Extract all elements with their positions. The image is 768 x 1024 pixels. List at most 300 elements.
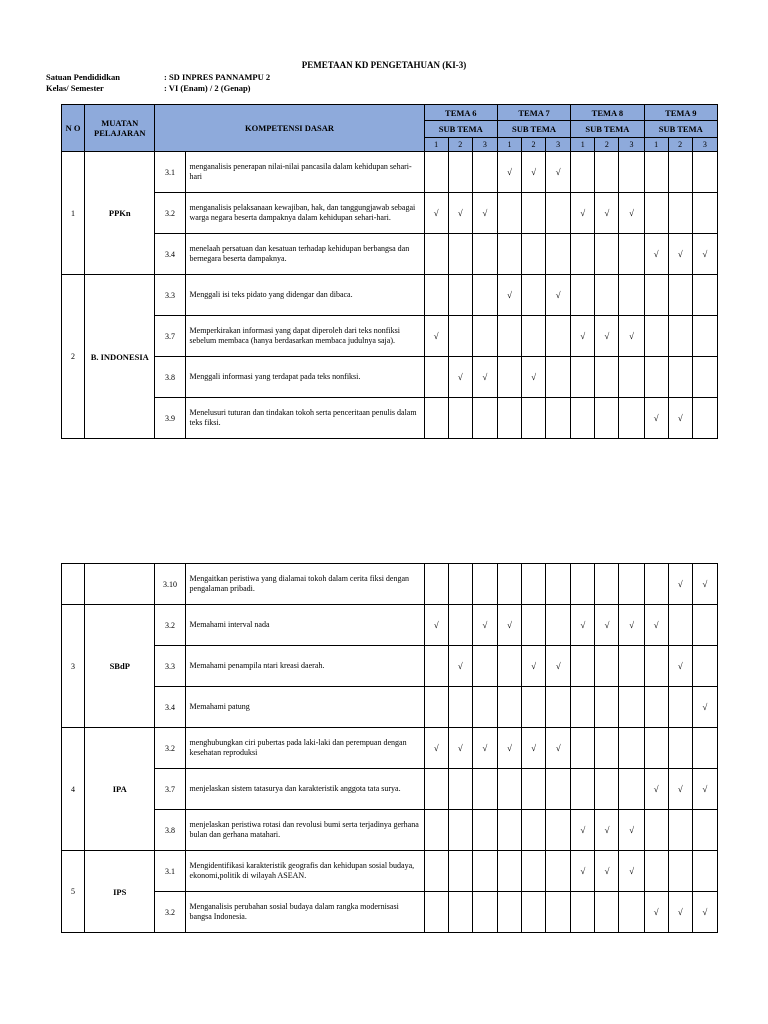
- check-cell: [571, 769, 595, 810]
- check-cell: [522, 152, 546, 193]
- subject-name: [85, 564, 155, 605]
- document-title: PEMETAAN KD PENGETAHUAN (KI-3): [301, 60, 467, 70]
- check-cell: [424, 687, 448, 728]
- check-cell: [424, 728, 448, 769]
- table-row: [62, 193, 718, 234]
- check-mark: √: [677, 907, 683, 917]
- check-cell: [619, 646, 644, 687]
- kd-mapping-table-page2: [61, 563, 718, 933]
- check-cell: [692, 892, 717, 933]
- check-cell: [595, 234, 619, 275]
- subject-name: SBdP: [85, 605, 155, 728]
- check-cell: [448, 398, 472, 439]
- check-cell: [497, 234, 521, 275]
- table-row: [62, 275, 718, 316]
- check-cell: [472, 357, 497, 398]
- check-cell: [692, 728, 717, 769]
- subject-name: IPS: [85, 851, 155, 933]
- row-number: [62, 564, 85, 605]
- check-mark: √: [604, 620, 610, 630]
- kd-code: 3.2: [155, 728, 185, 769]
- check-mark: √: [580, 620, 586, 630]
- check-mark: √: [555, 167, 561, 177]
- check-cell: [472, 275, 497, 316]
- row-number: 5: [62, 851, 85, 933]
- check-cell: [668, 316, 692, 357]
- check-cell: [472, 892, 497, 933]
- check-cell: [424, 564, 448, 605]
- header-sub-number: 2: [668, 138, 692, 152]
- kd-description: Menggali informasi yang terdapat pada teks nonfiksi.: [185, 357, 424, 398]
- header-row-tema: [62, 105, 718, 121]
- header-tema-8: TEMA 8: [571, 105, 644, 121]
- check-cell: [692, 152, 717, 193]
- check-cell: [424, 193, 448, 234]
- check-cell: [644, 728, 668, 769]
- check-cell: [497, 564, 521, 605]
- check-mark: √: [555, 290, 561, 300]
- check-cell: [497, 357, 521, 398]
- check-cell: [546, 687, 571, 728]
- check-cell: [472, 398, 497, 439]
- check-mark: √: [531, 167, 537, 177]
- check-cell: [448, 687, 472, 728]
- table-row: [62, 605, 718, 646]
- check-cell: [668, 687, 692, 728]
- check-cell: [497, 892, 521, 933]
- header-tema-9: TEMA 9: [644, 105, 717, 121]
- check-mark: √: [629, 620, 635, 630]
- kd-code: 3.9: [155, 398, 185, 439]
- check-cell: [424, 357, 448, 398]
- check-cell: [644, 234, 668, 275]
- check-mark: √: [433, 208, 439, 218]
- check-cell: [522, 316, 546, 357]
- check-cell: [644, 687, 668, 728]
- check-cell: [472, 193, 497, 234]
- check-mark: √: [628, 208, 634, 218]
- check-cell: [619, 605, 644, 646]
- check-cell: [644, 357, 668, 398]
- kd-description: menjelaskan sistem tatasurya dan karakteristik anggota tata surya.: [185, 769, 424, 810]
- header-sub-number: 2: [522, 138, 546, 152]
- check-cell: [472, 152, 497, 193]
- check-cell: [522, 769, 546, 810]
- check-cell: [448, 564, 472, 605]
- check-cell: [644, 564, 668, 605]
- check-cell: [472, 687, 497, 728]
- kd-description: Mengidentifikasi karakteristik geografis dan kehidupan sosial budaya, ekonomi,politik di wilayah ASEAN.: [185, 851, 424, 892]
- check-cell: [595, 564, 619, 605]
- check-cell: [692, 851, 717, 892]
- header-tema-6: TEMA 6: [424, 105, 497, 121]
- meta-school-label: Satuan Pendididkan: [46, 72, 120, 82]
- check-cell: [424, 275, 448, 316]
- check-cell: [497, 769, 521, 810]
- check-cell: [497, 316, 521, 357]
- check-cell: [448, 234, 472, 275]
- check-cell: [692, 810, 717, 851]
- check-cell: [497, 851, 521, 892]
- check-cell: [546, 892, 571, 933]
- check-cell: [424, 769, 448, 810]
- check-mark: √: [702, 907, 708, 917]
- check-mark: √: [604, 331, 610, 341]
- header-sub-number: 3: [619, 138, 644, 152]
- subject-name: B. INDONESIA: [85, 275, 155, 439]
- check-cell: [546, 728, 571, 769]
- check-cell: [595, 605, 619, 646]
- check-mark: √: [580, 825, 586, 835]
- check-cell: [668, 275, 692, 316]
- check-cell: [644, 851, 668, 892]
- check-cell: [571, 728, 595, 769]
- table-row: [62, 564, 718, 605]
- meta-class-value: : VI (Enam) / 2 (Genap): [164, 83, 251, 93]
- check-cell: [571, 564, 595, 605]
- check-cell: [595, 193, 619, 234]
- check-mark: √: [702, 249, 708, 259]
- check-mark: √: [507, 743, 512, 753]
- check-cell: [668, 152, 692, 193]
- table-row: [62, 851, 718, 892]
- check-cell: [668, 851, 692, 892]
- check-cell: [497, 193, 521, 234]
- check-mark: √: [506, 290, 512, 300]
- check-cell: [571, 316, 595, 357]
- check-mark: √: [507, 620, 512, 630]
- check-cell: [546, 646, 571, 687]
- check-mark: √: [702, 579, 708, 589]
- kd-description: menelaah persatuan dan kesatuan terhadap kehidupan berbangsa dan bernegara beserta dampaknya.: [185, 234, 424, 275]
- check-mark: √: [604, 208, 610, 218]
- check-mark: √: [653, 620, 659, 630]
- check-cell: [619, 357, 644, 398]
- check-cell: [522, 687, 546, 728]
- check-mark: √: [555, 661, 561, 671]
- meta-school-value: : SD INPRES PANNAMPU 2: [164, 72, 271, 82]
- kd-code: 3.8: [155, 357, 185, 398]
- check-cell: [692, 357, 717, 398]
- check-cell: [424, 892, 448, 933]
- check-cell: [571, 851, 595, 892]
- check-mark: √: [433, 331, 439, 341]
- header-sub-number: 3: [692, 138, 717, 152]
- table-row: [62, 234, 718, 275]
- check-mark: √: [433, 620, 439, 630]
- check-cell: [644, 193, 668, 234]
- meta-school: [46, 72, 270, 82]
- row-number: 3: [62, 605, 85, 728]
- check-cell: [595, 769, 619, 810]
- check-cell: [448, 892, 472, 933]
- check-cell: [497, 275, 521, 316]
- check-cell: [546, 357, 571, 398]
- check-cell: [497, 398, 521, 439]
- table-row: [62, 646, 718, 687]
- check-cell: [644, 275, 668, 316]
- check-cell: [546, 605, 571, 646]
- header-no: N O: [62, 105, 85, 152]
- check-cell: [497, 646, 521, 687]
- check-cell: [497, 152, 521, 193]
- check-cell: [619, 152, 644, 193]
- meta-class-label: Kelas/ Semester: [46, 83, 104, 93]
- kd-description: Mengaitkan peristiwa yang dialamai tokoh dalam cerita fiksi dengan pengalaman pribadi.: [185, 564, 424, 605]
- kd-code: 3.10: [155, 564, 185, 605]
- check-cell: [571, 687, 595, 728]
- kd-code: 3.4: [155, 234, 185, 275]
- check-cell: [644, 152, 668, 193]
- check-cell: [668, 646, 692, 687]
- check-cell: [692, 193, 717, 234]
- check-mark: √: [531, 372, 537, 382]
- check-mark: √: [653, 907, 659, 917]
- check-cell: [522, 810, 546, 851]
- check-cell: [668, 193, 692, 234]
- kd-description: Memahami patung: [185, 687, 424, 728]
- header-sub-tema: SUB TEMA: [497, 121, 570, 138]
- check-cell: [619, 851, 644, 892]
- check-cell: [644, 810, 668, 851]
- check-cell: [619, 892, 644, 933]
- check-cell: [546, 152, 571, 193]
- check-cell: [472, 769, 497, 810]
- check-cell: [692, 687, 717, 728]
- check-cell: [595, 357, 619, 398]
- kd-code: 3.8: [155, 810, 185, 851]
- check-mark: √: [653, 413, 659, 423]
- kd-code: 3.1: [155, 152, 185, 193]
- check-mark: √: [457, 661, 463, 671]
- kd-description: menganalisis pelaksanaan kewajiban, hak, dan tanggungjawab sebagai warga negara beserta dampaknya dalam kehidupan sehari-hari.: [185, 193, 424, 234]
- check-cell: [595, 398, 619, 439]
- check-cell: [472, 646, 497, 687]
- check-cell: [472, 234, 497, 275]
- check-cell: [692, 646, 717, 687]
- check-cell: [571, 275, 595, 316]
- kd-code: 3.2: [155, 892, 185, 933]
- check-cell: [546, 851, 571, 892]
- header-sub-number: 3: [472, 138, 497, 152]
- check-cell: [546, 316, 571, 357]
- check-cell: [644, 398, 668, 439]
- check-cell: [472, 564, 497, 605]
- check-cell: [668, 398, 692, 439]
- kd-description: Memahami interval nada: [185, 605, 424, 646]
- table-row: [62, 810, 718, 851]
- kd-code: 3.2: [155, 605, 185, 646]
- check-cell: [595, 152, 619, 193]
- check-cell: [546, 234, 571, 275]
- check-cell: [571, 605, 595, 646]
- check-cell: [424, 234, 448, 275]
- header-sub-number: 1: [497, 138, 521, 152]
- kd-description: Memperkirakan informasi yang dapat diperoleh dari teks nonfiksi sebelum membaca (hanya berdasarkan membaca judulnya saja).: [185, 316, 424, 357]
- check-cell: [448, 810, 472, 851]
- check-cell: [424, 851, 448, 892]
- subject-name: IPA: [85, 728, 155, 851]
- check-cell: [522, 605, 546, 646]
- check-cell: [595, 687, 619, 728]
- check-cell: [424, 398, 448, 439]
- table-row: [62, 357, 718, 398]
- check-mark: √: [531, 743, 537, 753]
- check-cell: [546, 275, 571, 316]
- header-kompetensi-dasar: KOMPETENSI DASAR: [155, 105, 424, 152]
- check-cell: [522, 851, 546, 892]
- check-cell: [448, 357, 472, 398]
- check-cell: [522, 728, 546, 769]
- check-cell: [595, 728, 619, 769]
- check-cell: [424, 152, 448, 193]
- check-cell: [448, 646, 472, 687]
- header-sub-number: 3: [546, 138, 571, 152]
- check-cell: [692, 316, 717, 357]
- check-cell: [424, 810, 448, 851]
- check-cell: [448, 605, 472, 646]
- check-mark: √: [677, 661, 683, 671]
- check-cell: [692, 275, 717, 316]
- check-cell: [571, 234, 595, 275]
- kd-mapping-table-page1: [61, 104, 718, 439]
- check-mark: √: [702, 702, 708, 712]
- check-mark: √: [457, 372, 463, 382]
- check-mark: √: [457, 743, 463, 753]
- table-row: [62, 728, 718, 769]
- check-mark: √: [580, 331, 586, 341]
- check-cell: [692, 234, 717, 275]
- check-cell: [448, 769, 472, 810]
- check-cell: [497, 810, 521, 851]
- table-row: [62, 152, 718, 193]
- check-cell: [595, 851, 619, 892]
- check-cell: [472, 810, 497, 851]
- header-muatan: MUATAN PELAJARAN: [85, 105, 155, 152]
- check-mark: √: [482, 208, 488, 218]
- check-cell: [619, 275, 644, 316]
- check-mark: √: [677, 579, 683, 589]
- check-cell: [619, 810, 644, 851]
- check-mark: √: [457, 208, 463, 218]
- check-mark: √: [702, 784, 708, 794]
- check-cell: [668, 892, 692, 933]
- check-cell: [448, 275, 472, 316]
- check-mark: √: [482, 620, 488, 630]
- kd-description: Menelusuri tuturan dan tindakan tokoh serta penceritaan penulis dalam teks fiksi.: [185, 398, 424, 439]
- check-mark: √: [629, 825, 635, 835]
- table-row: [62, 316, 718, 357]
- check-mark: √: [677, 784, 683, 794]
- check-cell: [619, 193, 644, 234]
- check-cell: [448, 728, 472, 769]
- kd-description: menganalisis penerapan nilai-nilai pancasila dalam kehidupan sehari-hari: [185, 152, 424, 193]
- header-sub-number: 2: [448, 138, 472, 152]
- kd-code: 3.2: [155, 193, 185, 234]
- check-cell: [644, 646, 668, 687]
- check-cell: [448, 193, 472, 234]
- check-cell: [571, 646, 595, 687]
- check-cell: [522, 564, 546, 605]
- check-cell: [497, 728, 521, 769]
- header-sub-tema: SUB TEMA: [424, 121, 497, 138]
- kd-code: 3.7: [155, 769, 185, 810]
- check-cell: [692, 769, 717, 810]
- check-cell: [424, 316, 448, 357]
- check-cell: [692, 605, 717, 646]
- check-cell: [546, 193, 571, 234]
- check-cell: [595, 275, 619, 316]
- check-cell: [448, 152, 472, 193]
- check-mark: √: [482, 743, 488, 753]
- table-row: [62, 892, 718, 933]
- check-cell: [424, 646, 448, 687]
- header-sub-number: 2: [595, 138, 619, 152]
- check-cell: [619, 234, 644, 275]
- check-cell: [424, 605, 448, 646]
- check-cell: [472, 728, 497, 769]
- check-cell: [644, 605, 668, 646]
- check-cell: [692, 398, 717, 439]
- header-sub-tema: SUB TEMA: [571, 121, 644, 138]
- check-mark: √: [677, 413, 683, 423]
- check-cell: [619, 728, 644, 769]
- check-cell: [595, 646, 619, 687]
- row-number: 2: [62, 275, 85, 439]
- check-cell: [448, 316, 472, 357]
- check-cell: [595, 892, 619, 933]
- check-cell: [571, 357, 595, 398]
- check-mark: √: [482, 372, 488, 382]
- check-cell: [522, 398, 546, 439]
- check-cell: [522, 193, 546, 234]
- check-mark: √: [604, 825, 610, 835]
- check-mark: √: [677, 249, 683, 259]
- kd-description: Menggali isi teks pidato yang didengar dan dibaca.: [185, 275, 424, 316]
- check-mark: √: [604, 866, 610, 876]
- check-mark: √: [531, 661, 537, 671]
- check-mark: √: [653, 784, 659, 794]
- table-row: [62, 398, 718, 439]
- table-row: [62, 687, 718, 728]
- kd-description: Memahami penampila ntari kreasi daerah.: [185, 646, 424, 687]
- check-cell: [668, 728, 692, 769]
- header-sub-tema: SUB TEMA: [644, 121, 717, 138]
- row-number: 4: [62, 728, 85, 851]
- check-cell: [522, 234, 546, 275]
- check-cell: [668, 564, 692, 605]
- check-cell: [668, 357, 692, 398]
- check-cell: [522, 357, 546, 398]
- subject-name: PPKn: [85, 152, 155, 275]
- kd-description: menghubungkan ciri pubertas pada laki-laki dan perempuan dengan kesehatan reproduksi: [185, 728, 424, 769]
- check-cell: [619, 564, 644, 605]
- header-sub-number: 1: [644, 138, 668, 152]
- check-cell: [619, 769, 644, 810]
- kd-code: 3.3: [155, 646, 185, 687]
- check-cell: [619, 687, 644, 728]
- check-mark: √: [580, 866, 586, 876]
- check-cell: [522, 892, 546, 933]
- check-mark: √: [506, 167, 512, 177]
- check-cell: [644, 892, 668, 933]
- check-cell: [571, 810, 595, 851]
- check-cell: [546, 564, 571, 605]
- check-cell: [668, 769, 692, 810]
- check-cell: [571, 892, 595, 933]
- check-cell: [595, 810, 619, 851]
- check-mark: √: [433, 743, 439, 753]
